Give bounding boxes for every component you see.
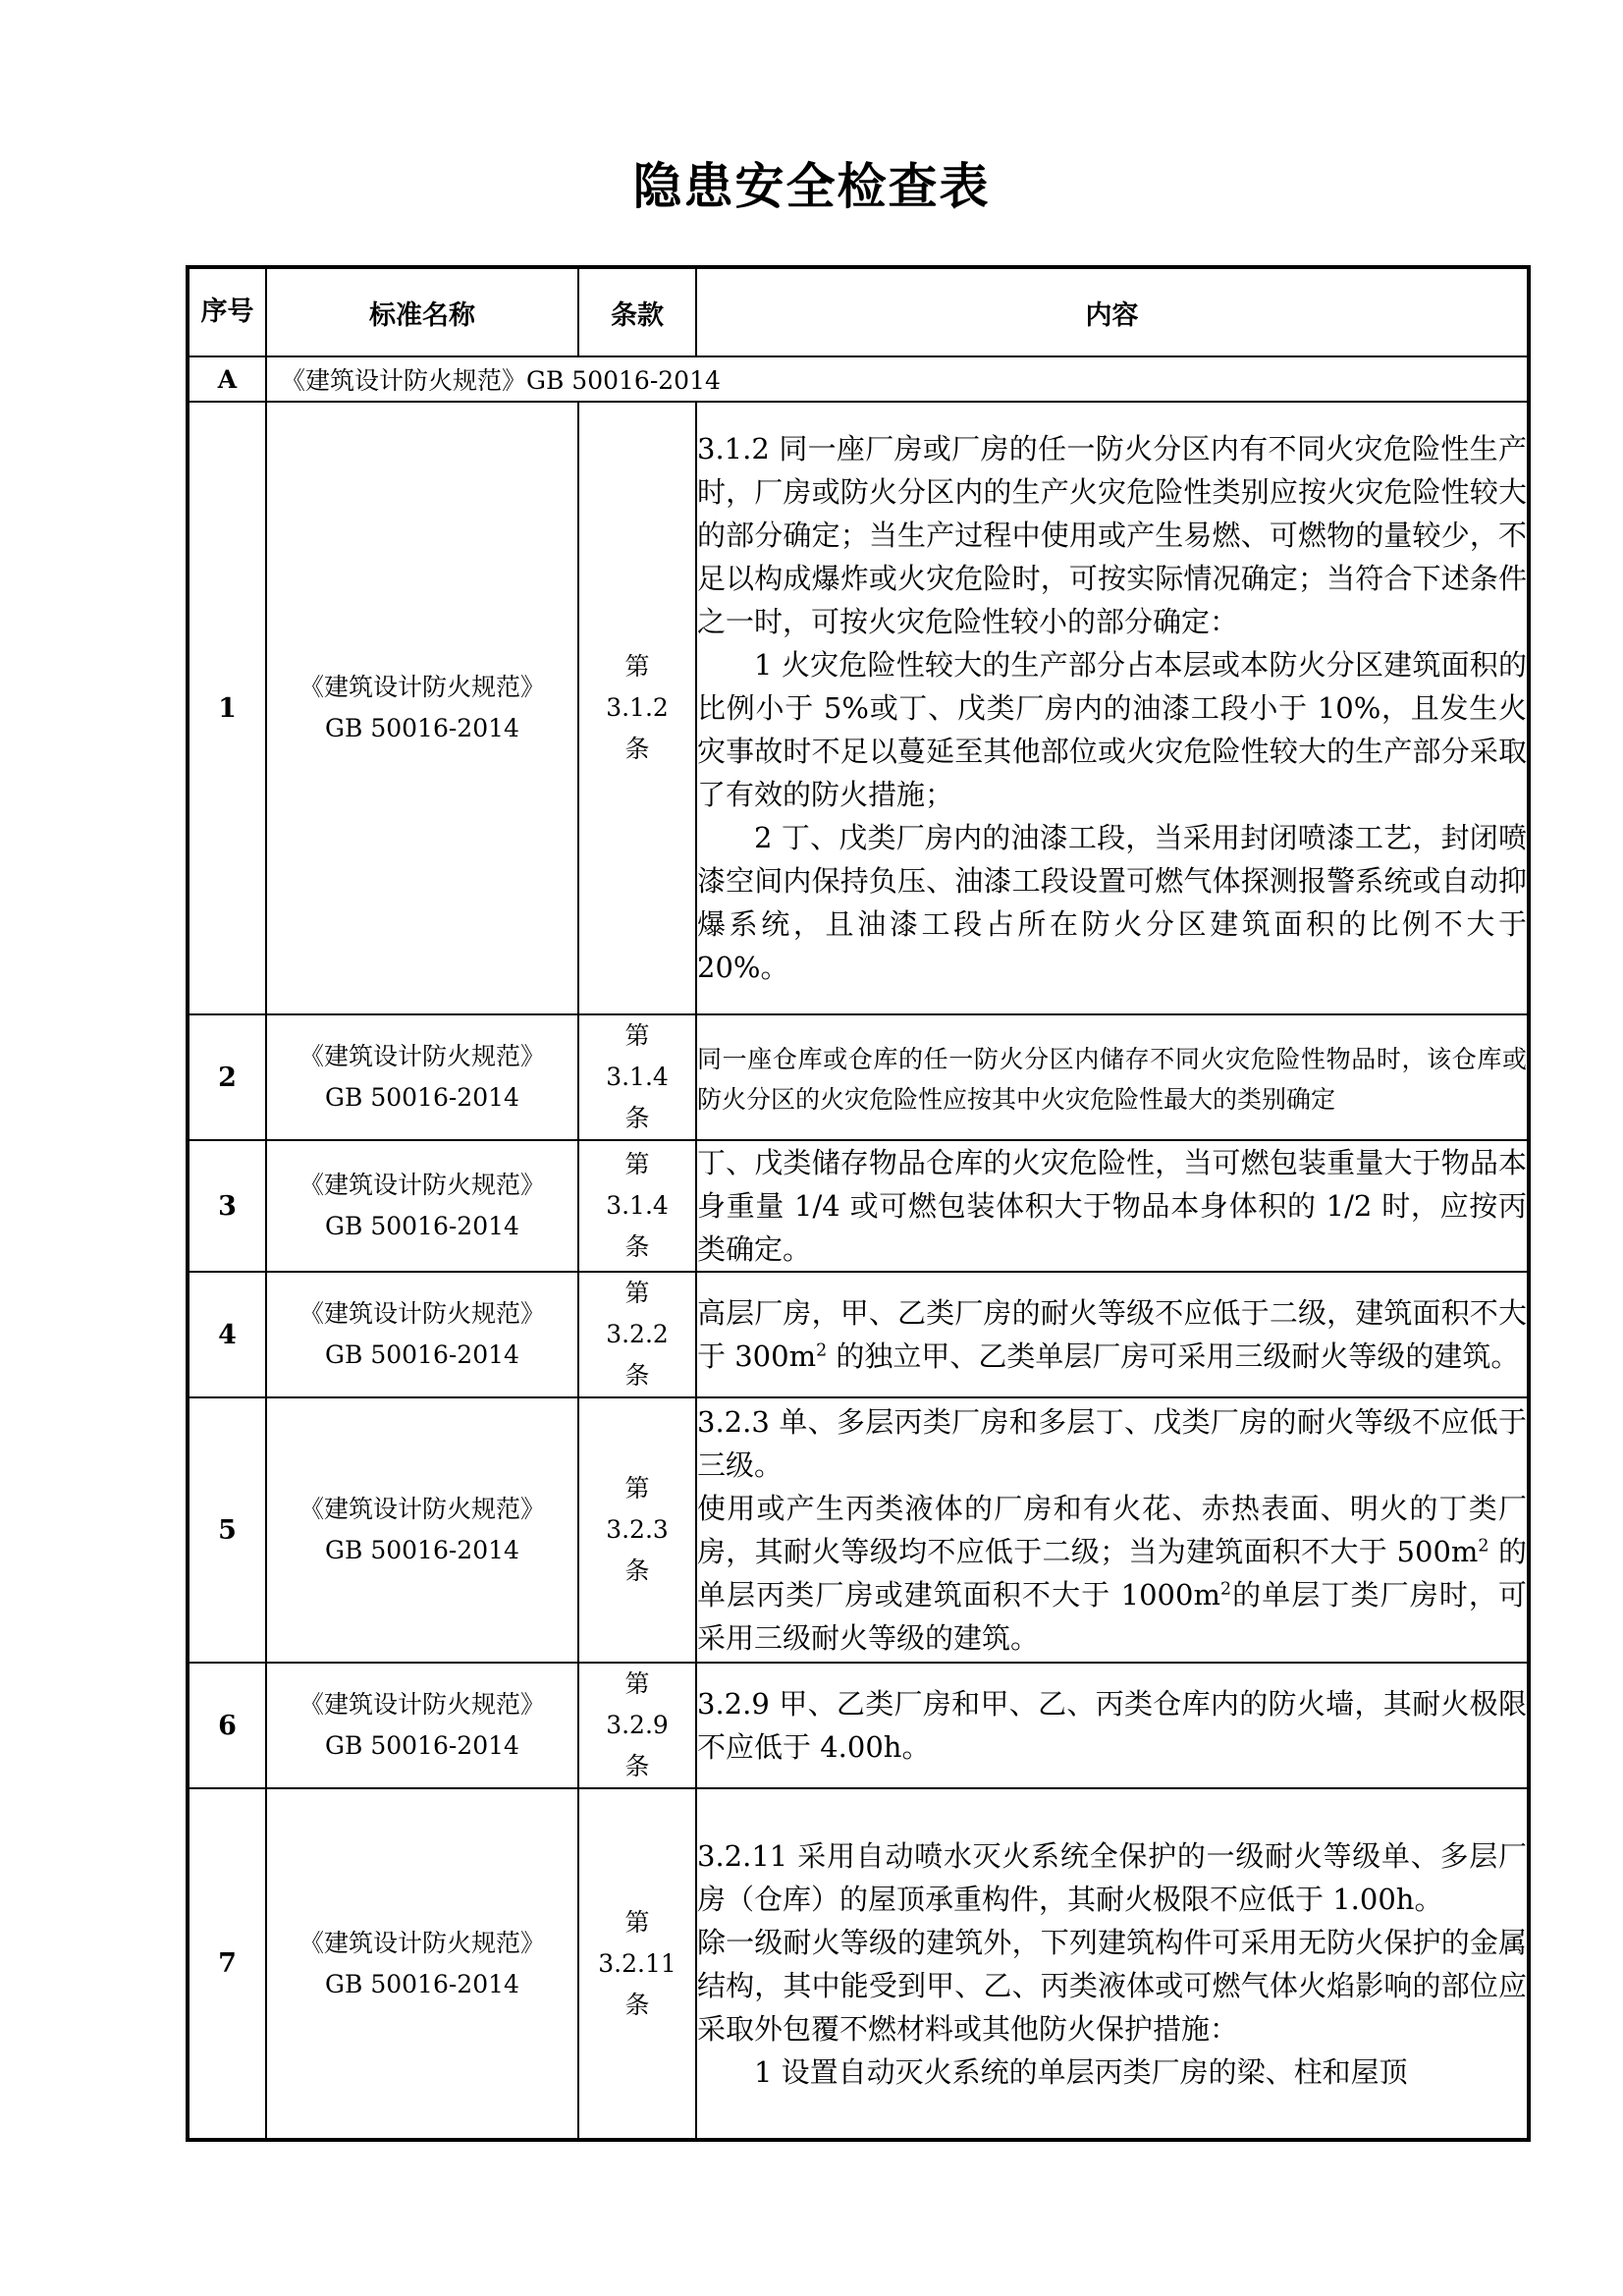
superscript: 2 [816, 1340, 828, 1361]
standard-code: GB 50016-2014 [325, 1083, 519, 1112]
section-title: 《建筑设计防火规范》GB 50016-2014 [266, 356, 1529, 402]
content-paragraph: 3.1.2 同一座厂房或厂房的任一防火分区内有不同火灾危险性生产时，厂房或防火分区内的生产火灾危险性类别应按火灾危险性较大的部分确定；当生产过程中使用或产生易燃、可燃物的量较少，不足以构成爆炸或火灾危险时，可按实际情况确定；当符合下述条件之一时，可按火灾危险性较小的部分确定： [697, 432, 1527, 638]
content-paragraph: 1 设置自动灭火系统的单层丙类厂房的梁、柱和屋顶 [754, 2054, 1408, 2089]
content-paragraph: 同一座仓库或仓库的任一防火分区内储存不同火灾危险性物品时，该仓库或防火分区的火灾危险性应按其中火灾危险性最大的类别确定 [697, 1045, 1527, 1114]
row-number: 5 [188, 1397, 266, 1663]
table-row [188, 1272, 1529, 1397]
header-row [188, 267, 1529, 356]
standard-title: 《建筑设计防火规范》 [298, 1299, 545, 1328]
clause-suffix: 条 [624, 735, 650, 763]
standard-title: 《建筑设计防火规范》 [298, 1042, 545, 1070]
standard-name [266, 1663, 578, 1788]
standard-name [266, 1140, 578, 1272]
clause-prefix: 第 [624, 1474, 650, 1503]
content-text: 高层厂房，甲、乙类厂房的耐火等级不应低于二级，建筑面积不大于 300m [697, 1296, 1527, 1373]
superscript: 2 [1478, 1536, 1489, 1557]
table-row [188, 402, 1529, 1014]
header-no: 序号 [188, 267, 266, 356]
content-cell [696, 1140, 1529, 1272]
content-cell [696, 1788, 1529, 2140]
clause-number: 3.1.4 [606, 1063, 669, 1091]
clause-suffix: 条 [624, 1232, 650, 1261]
standard-title: 《建筑设计防火规范》 [298, 1495, 545, 1523]
clause-number: 3.2.11 [598, 1948, 676, 1978]
content-paragraph: 1 火灾危险性较大的生产部分占本层或本防火分区建筑面积的比例小于 5%或丁、戊类厂房内的油漆工段小于 10%，且发生火灾事故时不足以蔓延至其他部位或火灾危险性较大的生产部分采取了有效的防火措施； [697, 648, 1527, 811]
clause-suffix: 条 [624, 1104, 650, 1132]
clause-prefix: 第 [624, 652, 650, 681]
clause-cell [578, 402, 696, 1014]
standard-name [266, 1788, 578, 2140]
standard-code: GB 50016-2014 [325, 1969, 519, 1998]
standard-title: 《建筑设计防火规范》 [298, 1690, 545, 1719]
content-cell [696, 1272, 1529, 1397]
content-cell [696, 402, 1529, 1014]
standard-name [266, 1272, 578, 1397]
row-number: 4 [188, 1272, 266, 1397]
clause-suffix: 条 [624, 1557, 650, 1585]
clause-cell [578, 1140, 696, 1272]
clause-cell [578, 1788, 696, 2140]
standard-title: 《建筑设计防火规范》 [298, 673, 545, 701]
row-number: 6 [188, 1663, 266, 1788]
standard-name [266, 402, 578, 1014]
clause-number: 3.2.9 [606, 1711, 669, 1739]
standard-title: 《建筑设计防火规范》 [298, 1171, 545, 1199]
standard-code: GB 50016-2014 [325, 714, 519, 742]
table-row [188, 1014, 1529, 1140]
clause-suffix: 条 [624, 1752, 650, 1780]
clause-number: 3.1.4 [606, 1191, 669, 1220]
standard-name [266, 1014, 578, 1140]
standard-code: GB 50016-2014 [325, 1731, 519, 1760]
section-row [188, 356, 1529, 402]
clause-prefix: 第 [624, 1150, 650, 1178]
clause-number: 3.2.3 [606, 1515, 669, 1544]
standard-code: GB 50016-2014 [325, 1340, 519, 1369]
standard-title: 《建筑设计防火规范》 [298, 1928, 545, 1957]
superscript: 2 [1219, 1579, 1232, 1600]
content-cell [696, 1014, 1529, 1140]
clause-number: 3.2.2 [606, 1320, 669, 1348]
row-number: 7 [188, 1788, 266, 2140]
header-standard: 标准名称 [266, 267, 578, 356]
content-text: 的独立甲、乙类单层厂房可采用三级耐火等级的建筑。 [827, 1339, 1520, 1373]
table-row [188, 1788, 1529, 2140]
content-cell [696, 1663, 1529, 1788]
row-number: 2 [188, 1014, 266, 1140]
content-paragraph: 3.2.9 甲、乙类厂房和甲、乙、丙类仓库内的防火墙，其耐火极限不应低于 4.00h。 [697, 1687, 1527, 1764]
row-number: 3 [188, 1140, 266, 1272]
clause-prefix: 第 [624, 1669, 650, 1698]
clause-number: 3.1.2 [606, 693, 669, 722]
header-content: 内容 [696, 267, 1529, 356]
standard-code: GB 50016-2014 [325, 1212, 519, 1240]
content-paragraph: 丁、戊类储存物品仓库的火灾危险性，当可燃包装重量大于物品本身重量 1/4 或可燃包装体积大于物品本身体积的 1/2 时，应按丙类确定。 [697, 1146, 1527, 1266]
inspection-table [186, 265, 1531, 2142]
clause-prefix: 第 [624, 1279, 650, 1307]
content-paragraph: 除一级耐火等级的建筑外，下列建筑构件可采用无防火保护的金属结构，其中能受到甲、乙、丙类液体或可燃气体火焰影响的部位应采取外包覆不燃材料或其他防火保护措施： [697, 1925, 1527, 2046]
clause-cell [578, 1272, 696, 1397]
table-row [188, 1663, 1529, 1788]
content-paragraph: 3.2.3 单、多层丙类厂房和多层丁、戊类厂房的耐火等级不应低于三级。 [697, 1405, 1527, 1482]
table-row [188, 1397, 1529, 1663]
clause-prefix: 第 [624, 1021, 650, 1050]
page-title: 隐患安全检查表 [632, 158, 991, 215]
content-paragraph [697, 1487, 1527, 1660]
content-text: 使用或产生丙类液体的厂房和有火花、赤热表面、明火的丁类厂房，其耐火等级均不应低于二级；当为建筑面积不大于 500m [697, 1492, 1527, 1568]
clause-cell [578, 1663, 696, 1788]
clause-cell [578, 1397, 696, 1663]
content-text: 的单层丙类厂房或建筑面积不大于 1000m [697, 1535, 1527, 1612]
standard-code: GB 50016-2014 [325, 1536, 519, 1564]
clause-cell [578, 1014, 696, 1140]
header-clause: 条款 [578, 267, 696, 356]
table-row [188, 1140, 1529, 1272]
row-number: 1 [188, 402, 266, 1014]
standard-name [266, 1397, 578, 1663]
content-text: 的单层丁类厂房时，可采用三级耐火等级的建筑。 [697, 1578, 1527, 1655]
content-paragraph: 2 丁、戊类厂房内的油漆工段，当采用封闭喷漆工艺，封闭喷漆空间内保持负压、油漆工段设置可燃气体探测报警系统或自动抑爆系统，且油漆工段占所在防火分区建筑面积的比例不大于 20%。 [697, 821, 1527, 984]
clause-suffix: 条 [624, 1990, 650, 2019]
content-paragraph: 3.2.11 采用自动喷水灭火系统全保护的一级耐火等级单、多层厂房（仓库）的屋顶承重构件，其耐火极限不应低于 1.00h。 [697, 1838, 1527, 1916]
clause-prefix: 第 [624, 1907, 650, 1937]
clause-suffix: 条 [624, 1361, 650, 1390]
content-cell [696, 1397, 1529, 1663]
section-letter: A [188, 356, 266, 402]
